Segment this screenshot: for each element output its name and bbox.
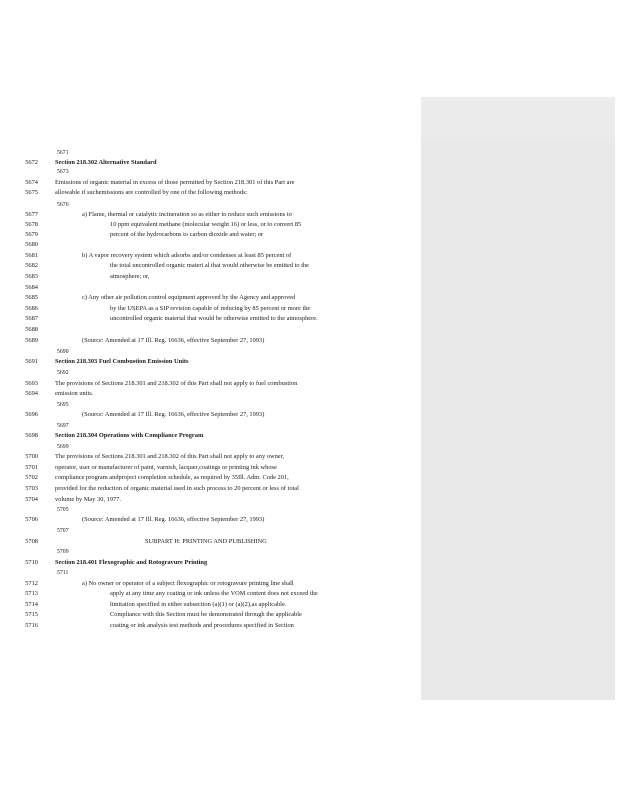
document-line: [22, 610, 422, 620]
line-number: 5682: [25, 262, 38, 269]
line-number: 5685: [25, 294, 38, 301]
line-text: apply at any time any coating or ink unless the VOM content does not exceed the: [110, 590, 318, 597]
paragraph-marker: [22, 148, 422, 158]
paragraph-marker-label: 5705: [57, 507, 69, 513]
document-line: [22, 558, 422, 568]
line-text: limitation specified in either subsection (a)(1) or (a)(2),as applicable.: [110, 601, 287, 608]
line-number: 5701: [25, 464, 38, 471]
paragraph-marker-label: 5695: [57, 402, 69, 408]
document-line: [22, 261, 422, 271]
line-text: Emissions of organic material in excess of those permitted by Section 218.301 of this Part are: [55, 179, 295, 186]
line-number: 5674: [25, 179, 38, 186]
line-number: 5713: [25, 590, 38, 597]
line-text: c) Any other air pollution control equipment approved by the Agency and approved: [82, 294, 296, 301]
line-number: 5686: [25, 305, 38, 312]
document-line: [22, 515, 422, 525]
line-number: 5689: [25, 337, 38, 344]
paragraph-marker: [22, 526, 422, 536]
document-line: [22, 379, 422, 389]
paragraph-marker-label: 5673: [57, 169, 69, 175]
document-line: [22, 283, 422, 293]
comment-margin-pane: [421, 97, 615, 700]
document-line: [22, 410, 422, 420]
line-number: 5678: [25, 221, 38, 228]
line-number: 5681: [25, 252, 38, 259]
paragraph-marker-label: 5711: [57, 570, 69, 576]
line-text: Compliance with this Section must be demonstrated through the applicable: [110, 611, 302, 618]
paragraph-marker-label: 5671: [57, 150, 69, 156]
paragraph-marker: [22, 547, 422, 557]
line-number: 5698: [25, 432, 38, 439]
document-line: [22, 473, 422, 483]
document-line: [22, 431, 422, 441]
line-number: 5706: [25, 516, 38, 523]
line-number: 5691: [25, 358, 38, 365]
line-text: emission units.: [55, 390, 94, 397]
paragraph-marker-label: 5676: [57, 202, 69, 208]
document-line: [22, 210, 422, 220]
line-number: 5704: [25, 496, 38, 503]
document-line: [22, 579, 422, 589]
line-text: atmosphere; or,: [110, 273, 150, 280]
line-text: uncontrolled organic material that would be otherwise emitted to the atmosphere.: [110, 315, 318, 322]
document-line: [22, 537, 422, 547]
paragraph-marker-label: 5707: [57, 528, 69, 534]
line-number: 5703: [25, 485, 38, 492]
paragraph-marker-label: 5690: [57, 349, 69, 355]
paragraph-marker: [22, 368, 422, 378]
document-line: [22, 357, 422, 367]
document-line: [22, 272, 422, 282]
line-number: 5708: [25, 538, 38, 545]
paragraph-marker: [22, 568, 422, 578]
paragraph-marker: [22, 200, 422, 210]
paragraph-marker-label: 5699: [57, 444, 69, 450]
line-text: provided for the reduction of organic material used in such process to 20 percent or less of total: [55, 485, 299, 492]
paragraph-marker: [22, 347, 422, 357]
line-number: 5694: [25, 390, 38, 397]
line-text: b) A vapor recovery system which adsorbs and/or condenses at least 85 percent of: [82, 252, 292, 259]
document-line: [22, 314, 422, 324]
document-line: [22, 230, 422, 240]
line-text: a) Flame, thermal or catalytic incineration so as either to reduce such emissions to: [82, 211, 292, 218]
paragraph-marker: [22, 167, 422, 177]
line-text: a) No owner or operator of a subject flexographic or rotogravure printing line shall: [82, 580, 294, 587]
section-heading: Section 218.401 Flexographic and Rotogravure Printing: [55, 559, 208, 566]
line-text: volume by May 30, 1977.: [55, 496, 122, 503]
document-line: [22, 621, 422, 631]
line-text: 10 ppm equivalent methane (molecular weight 16) or less, or to convert 85: [110, 221, 302, 228]
section-heading: Section 218.302 Alternative Standard: [55, 159, 157, 166]
line-text: coating or ink analysis test methods and procedures specified in Section: [110, 622, 294, 629]
document-line: [22, 463, 422, 473]
document-line: [22, 240, 422, 250]
line-text: allowable if suchemissions are controlled by one of the following methods:: [55, 189, 248, 196]
document-line: [22, 304, 422, 314]
document-line: [22, 452, 422, 462]
document-line: [22, 293, 422, 303]
line-number: 5672: [25, 159, 38, 166]
document-line: [22, 484, 422, 494]
document-line: [22, 600, 422, 610]
comment-pane-header: [421, 97, 615, 137]
line-number: 5702: [25, 474, 38, 481]
line-number: 5693: [25, 380, 38, 387]
line-text: percent of the hydrocarbons to carbon dioxide and water; or: [110, 231, 264, 238]
paragraph-marker: [22, 421, 422, 431]
document-line: [22, 188, 422, 198]
document-line: [22, 389, 422, 399]
document-line: [22, 589, 422, 599]
document-line: [22, 325, 422, 335]
line-text: (Source: Amended at 17 Ill. Reg. 16636, effective September 27, 1993): [82, 516, 265, 523]
line-text: by the USEPA as a SIP revision capable of reducing by 85 percent or more the: [110, 305, 311, 312]
line-text: compliance program andproject completion schedule, as required by 35Ill. Adm. Code 201,: [55, 474, 289, 481]
line-number: 5715: [25, 611, 38, 618]
line-text: SUBPART H: PRINTING AND PUBLISHING: [145, 538, 267, 545]
section-heading: Section 218.303 Fuel Combustion Emission Units: [55, 358, 189, 365]
line-number: 5700: [25, 453, 38, 460]
line-number: 5696: [25, 411, 38, 418]
line-text: The provisions of Sections 218.301 and 218.302 of this Part shall not apply to fuel combustion: [55, 380, 298, 387]
paragraph-marker-label: 5709: [57, 549, 69, 555]
line-number: 5688: [25, 326, 38, 333]
paragraph-marker: [22, 505, 422, 515]
paragraph-marker: [22, 400, 422, 410]
line-number: 5716: [25, 622, 38, 629]
section-heading: Section 218.304 Operations with Compliance Program: [55, 432, 204, 439]
line-text: The provisions of Sections 218.301 and 218.302 of this Part shall not apply to any owner,: [55, 453, 285, 460]
document-line: [22, 220, 422, 230]
line-number: 5680: [25, 241, 38, 248]
line-number: 5714: [25, 601, 38, 608]
line-text: operator, user or manufacturer of paint, varnish, lacquer,coatings or printing ink whose: [55, 464, 277, 471]
line-number: 5677: [25, 211, 38, 218]
line-number: 5710: [25, 559, 38, 566]
line-number: 5712: [25, 580, 38, 587]
line-number: 5679: [25, 231, 38, 238]
line-text: (Source: Amended at 17 Ill. Reg. 16636, effective September 27, 1993): [82, 411, 265, 418]
document-line: [22, 178, 422, 188]
document-line: [22, 336, 422, 346]
paragraph-marker: [22, 442, 422, 452]
paragraph-marker-label: 5692: [57, 370, 69, 376]
line-number: 5684: [25, 284, 38, 291]
line-number: 5683: [25, 273, 38, 280]
paragraph-marker-label: 5697: [57, 423, 69, 429]
line-text: (Source: Amended at 17 Ill. Reg. 16636, effective September 27, 1993): [82, 337, 265, 344]
line-number: 5687: [25, 315, 38, 322]
document-line: [22, 251, 422, 261]
line-number: 5675: [25, 189, 38, 196]
document-line: [22, 495, 422, 505]
line-text: the total uncontrolled organic materi al that would otherwise be emitted to the: [110, 262, 309, 269]
